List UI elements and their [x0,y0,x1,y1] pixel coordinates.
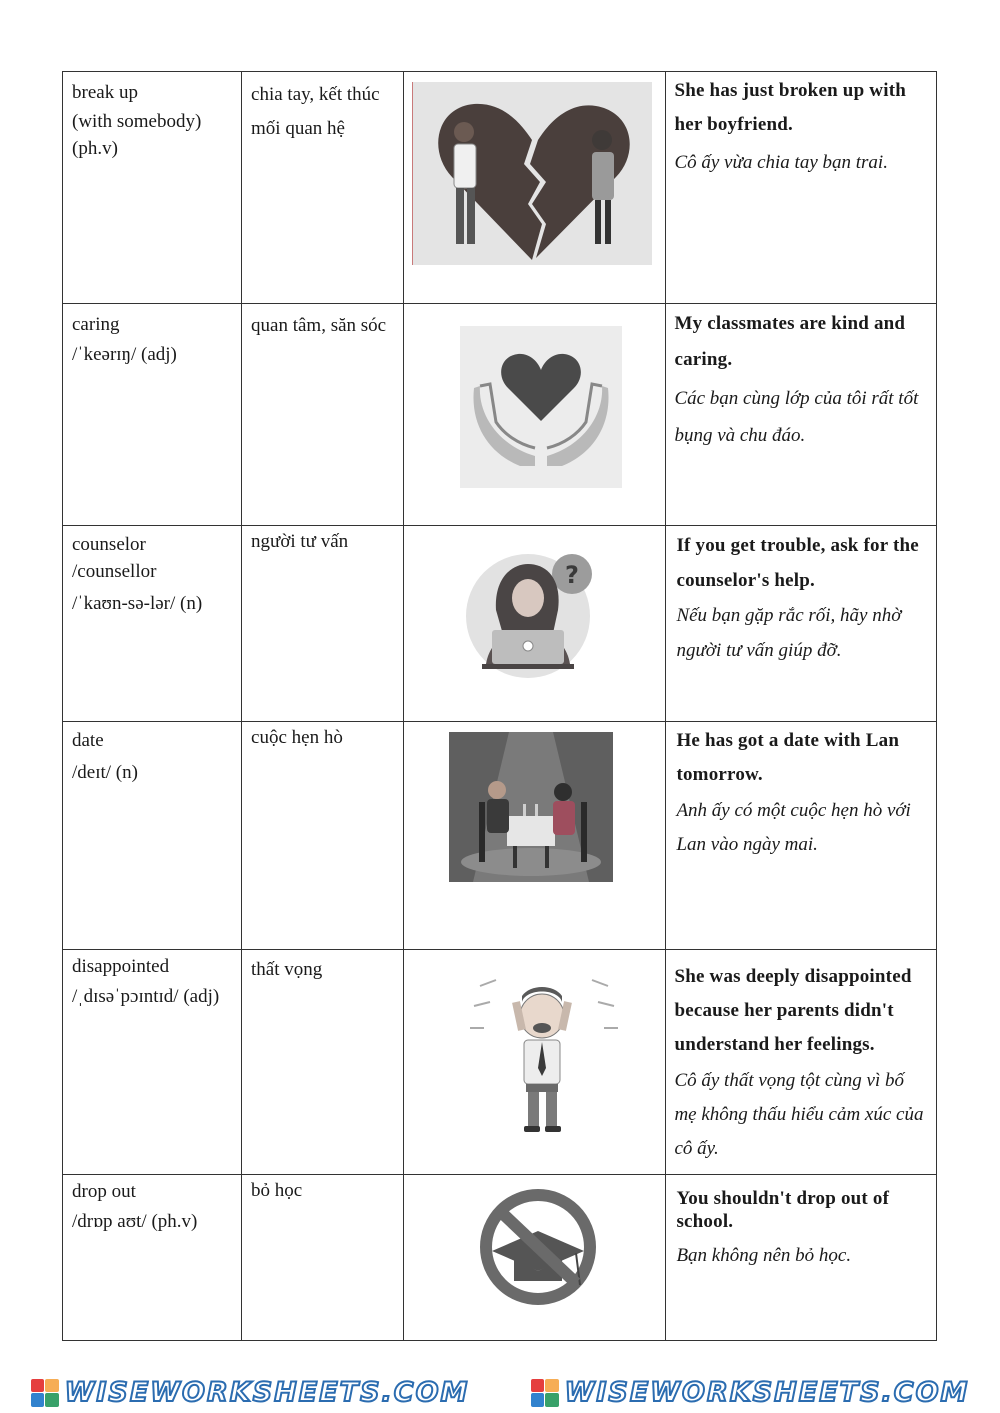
watermark-text: WISEWORKSHEETS.COM [64,1377,470,1408]
word-meaning: thất vọng [251,959,323,980]
word-term: date [72,730,104,751]
meaning-cell [242,722,404,950]
word-term: counselor [72,534,146,555]
broken-heart-couple-icon [412,82,652,265]
watermark [31,1377,470,1408]
logo-tile [531,1393,545,1407]
example-english: You shouldn't drop out of school. [676,1188,890,1232]
word-term: drop out [72,1181,136,1202]
meaning-cell [242,304,404,526]
word-term: disappointed [72,956,170,977]
word-pos: (ph.v) [72,138,118,159]
image-cell [403,72,666,304]
logo-tile [545,1379,559,1393]
meaning-cell [242,1175,404,1341]
logo-tile [31,1379,45,1393]
example-cell [666,304,937,526]
watermark-footer [0,1372,1000,1413]
image-cell [403,722,666,950]
word-detail: /counsellor [72,561,157,582]
image-cell [403,1175,666,1341]
word-meaning: người tư vấn [251,531,349,552]
logo-tile [45,1379,59,1393]
image-cell [403,304,666,526]
word-meaning: bỏ học [251,1180,303,1201]
watermark [531,1377,970,1408]
table-row [63,950,937,1175]
word-cell [63,950,242,1175]
image-cell [403,526,666,722]
wiseworksheets-logo-icon [31,1379,59,1407]
example-english: She was deeply disappointed because her parents didn't understand her feelings. [674,966,912,1055]
table-row [63,304,937,526]
word-pos: /ˈkaʊn-sə-lər/ (n) [72,593,203,614]
example-cell [666,722,937,950]
word-meaning: quan tâm, săn sóc [251,315,387,336]
table-row [63,72,937,304]
meaning-cell [242,526,404,722]
vocabulary-table [62,71,937,1341]
image-cell [403,950,666,1175]
example-english: She has just broken up with her boyfriend. [674,80,906,135]
svg-text:?: ? [564,561,579,589]
example-cell [666,950,937,1175]
word-detail: /drɒp aʊt/ (ph.v) [72,1211,198,1232]
example-vietnamese: Các bạn cùng lớp của tôi rất tốt bụng và chu đáo. [674,388,919,446]
word-term: break up [72,82,138,103]
wiseworksheets-logo-icon [531,1379,559,1407]
word-cell [63,1175,242,1341]
word-cell [63,304,242,526]
meaning-cell [242,950,404,1175]
counselor-laptop-icon [460,540,604,684]
word-meaning: chia tay, kết thúc mối quan hệ [251,84,380,139]
example-vietnamese: Cô ấy thất vọng tột cùng vì bố mẹ không thấu hiểu cảm xúc của cô ấy. [674,1070,924,1159]
word-cell [63,526,242,722]
word-cell [63,72,242,304]
logo-tile [545,1393,559,1407]
word-meaning: cuộc hẹn hò [251,727,343,748]
example-cell [666,72,937,304]
word-cell [63,722,242,950]
heart-in-hands-icon [460,326,622,488]
word-detail: /ˌdɪsəˈpɔɪntɪd/ (adj) [72,986,220,1007]
meaning-cell [242,72,404,304]
watermark-text: WISEWORKSHEETS.COM [564,1377,970,1408]
example-vietnamese: Nếu bạn gặp rắc rối, hãy nhờ người tư vấn giúp đỡ. [676,605,902,661]
example-english: He has got a date with Lan tomorrow. [676,730,900,785]
no-graduation-cap-icon [456,1187,620,1307]
example-cell [666,1175,937,1341]
logo-tile [31,1393,45,1407]
example-vietnamese: Cô ấy vừa chia tay bạn trai. [674,152,888,173]
crying-man-icon [460,972,628,1138]
dinner-date-icon [449,732,613,882]
example-english: If you get trouble, ask for the counselor's help. [676,535,919,591]
word-detail: /deɪt/ (n) [72,762,138,783]
logo-tile [531,1379,545,1393]
example-vietnamese: Bạn không nên bỏ học. [676,1245,852,1266]
word-term: caring [72,314,120,335]
table-row [63,526,937,722]
example-vietnamese: Anh ấy có một cuộc hẹn hò với Lan vào ngày mai. [676,800,911,855]
table-row [63,722,937,950]
word-detail: (with somebody) [72,111,202,132]
example-cell [666,526,937,722]
logo-tile [45,1393,59,1407]
table-row [63,1175,937,1341]
word-detail: /ˈkeərɪŋ/ (adj) [72,344,177,365]
example-english: My classmates are kind and caring. [674,313,906,370]
